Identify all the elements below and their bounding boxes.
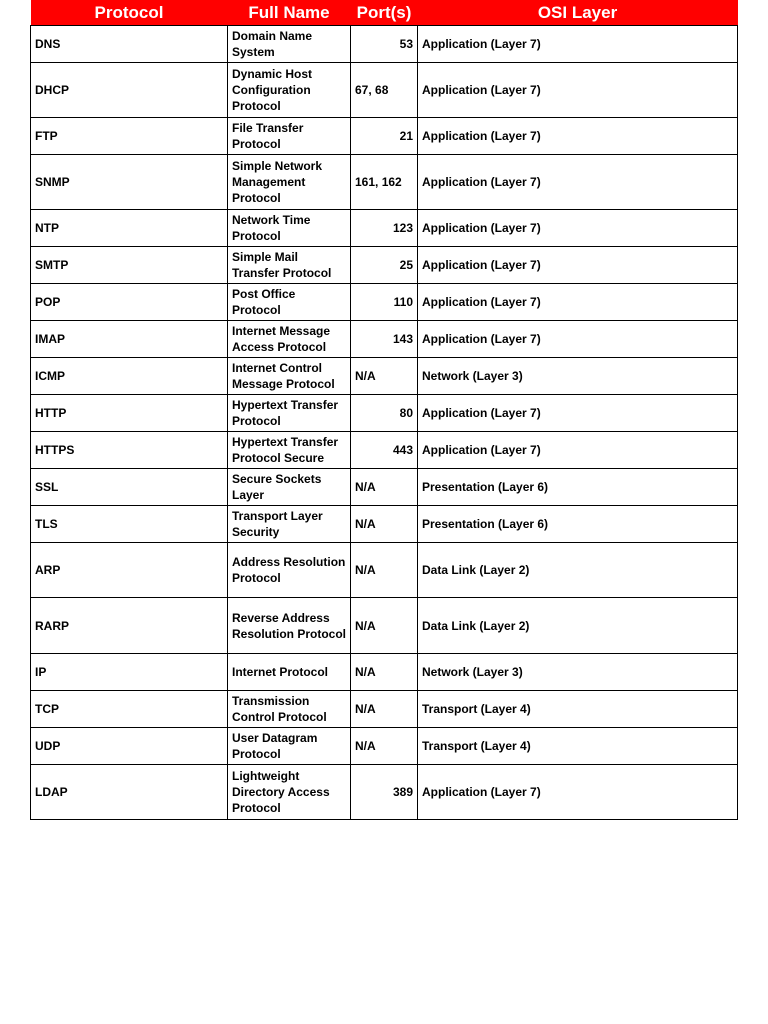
cell-ports: 25 — [351, 247, 418, 284]
table-row — [31, 118, 738, 155]
cell-protocol: SNMP — [31, 155, 228, 210]
header-full-name: Full Name — [228, 0, 351, 26]
header-osi-layer: OSI Layer — [418, 0, 738, 26]
cell-osi-layer: Application (Layer 7) — [418, 118, 738, 155]
table-row — [31, 543, 738, 598]
cell-full-name: File Transfer Protocol — [228, 118, 351, 155]
cell-osi-layer: Application (Layer 7) — [418, 765, 738, 820]
cell-protocol: DNS — [31, 26, 228, 63]
cell-protocol: TCP — [31, 691, 228, 728]
cell-full-name: Simple Mail Transfer Protocol — [228, 247, 351, 284]
cell-protocol: SSL — [31, 469, 228, 506]
cell-full-name: Post Office Protocol — [228, 284, 351, 321]
cell-full-name: Hypertext Transfer Protocol Secure — [228, 432, 351, 469]
table-row — [31, 155, 738, 210]
table-row — [31, 284, 738, 321]
cell-osi-layer: Application (Layer 7) — [418, 247, 738, 284]
cell-osi-layer: Application (Layer 7) — [418, 155, 738, 210]
table-row — [31, 210, 738, 247]
cell-osi-layer: Presentation (Layer 6) — [418, 506, 738, 543]
header-row — [31, 0, 738, 26]
table-row — [31, 691, 738, 728]
cell-ports: N/A — [351, 469, 418, 506]
cell-osi-layer: Data Link (Layer 2) — [418, 543, 738, 598]
protocol-table — [30, 0, 738, 820]
cell-protocol: ARP — [31, 543, 228, 598]
table-row — [31, 469, 738, 506]
cell-osi-layer: Network (Layer 3) — [418, 654, 738, 691]
table-row — [31, 728, 738, 765]
cell-full-name: Internet Protocol — [228, 654, 351, 691]
cell-full-name: Secure Sockets Layer — [228, 469, 351, 506]
cell-protocol: DHCP — [31, 63, 228, 118]
cell-osi-layer: Application (Layer 7) — [418, 395, 738, 432]
table-row — [31, 247, 738, 284]
cell-ports: N/A — [351, 358, 418, 395]
cell-osi-layer: Transport (Layer 4) — [418, 728, 738, 765]
cell-protocol: FTP — [31, 118, 228, 155]
cell-ports: 67, 68 — [351, 63, 418, 118]
cell-full-name: Reverse Address Resolution Protocol — [228, 598, 351, 654]
cell-ports: N/A — [351, 543, 418, 598]
cell-full-name: User Datagram Protocol — [228, 728, 351, 765]
cell-protocol: TLS — [31, 506, 228, 543]
cell-protocol: RARP — [31, 598, 228, 654]
cell-ports: 143 — [351, 321, 418, 358]
cell-full-name: Address Resolution Protocol — [228, 543, 351, 598]
cell-protocol: HTTP — [31, 395, 228, 432]
table-row — [31, 598, 738, 654]
table-row — [31, 26, 738, 63]
table-row — [31, 395, 738, 432]
cell-ports: N/A — [351, 691, 418, 728]
cell-ports: 53 — [351, 26, 418, 63]
table-row — [31, 321, 738, 358]
cell-ports: 123 — [351, 210, 418, 247]
cell-full-name: Lightweight Directory Access Protocol — [228, 765, 351, 820]
cell-osi-layer: Application (Layer 7) — [418, 63, 738, 118]
cell-protocol: SMTP — [31, 247, 228, 284]
table-row — [31, 432, 738, 469]
cell-ports: N/A — [351, 598, 418, 654]
cell-osi-layer: Application (Layer 7) — [418, 284, 738, 321]
cell-osi-layer: Data Link (Layer 2) — [418, 598, 738, 654]
cell-osi-layer: Application (Layer 7) — [418, 321, 738, 358]
cell-full-name: Dynamic Host Configuration Protocol — [228, 63, 351, 118]
cell-ports: N/A — [351, 728, 418, 765]
cell-protocol: POP — [31, 284, 228, 321]
cell-osi-layer: Transport (Layer 4) — [418, 691, 738, 728]
header-ports: Port(s) — [351, 0, 418, 26]
cell-ports: N/A — [351, 654, 418, 691]
cell-full-name: Simple Network Management Protocol — [228, 155, 351, 210]
cell-full-name: Transport Layer Security — [228, 506, 351, 543]
cell-ports: 110 — [351, 284, 418, 321]
cell-ports: 389 — [351, 765, 418, 820]
header-protocol: Protocol — [31, 0, 228, 26]
table-row — [31, 358, 738, 395]
cell-ports: 80 — [351, 395, 418, 432]
cell-osi-layer: Application (Layer 7) — [418, 210, 738, 247]
cell-protocol: IMAP — [31, 321, 228, 358]
cell-full-name: Internet Control Message Protocol — [228, 358, 351, 395]
cell-osi-layer: Presentation (Layer 6) — [418, 469, 738, 506]
table-body — [31, 26, 738, 820]
cell-protocol: LDAP — [31, 765, 228, 820]
protocol-sheet — [30, 0, 737, 820]
cell-ports: 443 — [351, 432, 418, 469]
cell-protocol: NTP — [31, 210, 228, 247]
cell-full-name: Network Time Protocol — [228, 210, 351, 247]
cell-protocol: HTTPS — [31, 432, 228, 469]
cell-protocol: ICMP — [31, 358, 228, 395]
table-row — [31, 765, 738, 820]
cell-full-name: Transmission Control Protocol — [228, 691, 351, 728]
cell-ports: N/A — [351, 506, 418, 543]
cell-full-name: Internet Message Access Protocol — [228, 321, 351, 358]
cell-osi-layer: Application (Layer 7) — [418, 26, 738, 63]
table-row — [31, 654, 738, 691]
cell-ports: 21 — [351, 118, 418, 155]
cell-full-name: Hypertext Transfer Protocol — [228, 395, 351, 432]
cell-osi-layer: Application (Layer 7) — [418, 432, 738, 469]
cell-protocol: UDP — [31, 728, 228, 765]
cell-full-name: Domain Name System — [228, 26, 351, 63]
cell-osi-layer: Network (Layer 3) — [418, 358, 738, 395]
cell-protocol: IP — [31, 654, 228, 691]
table-row — [31, 506, 738, 543]
table-row — [31, 63, 738, 118]
cell-ports: 161, 162 — [351, 155, 418, 210]
